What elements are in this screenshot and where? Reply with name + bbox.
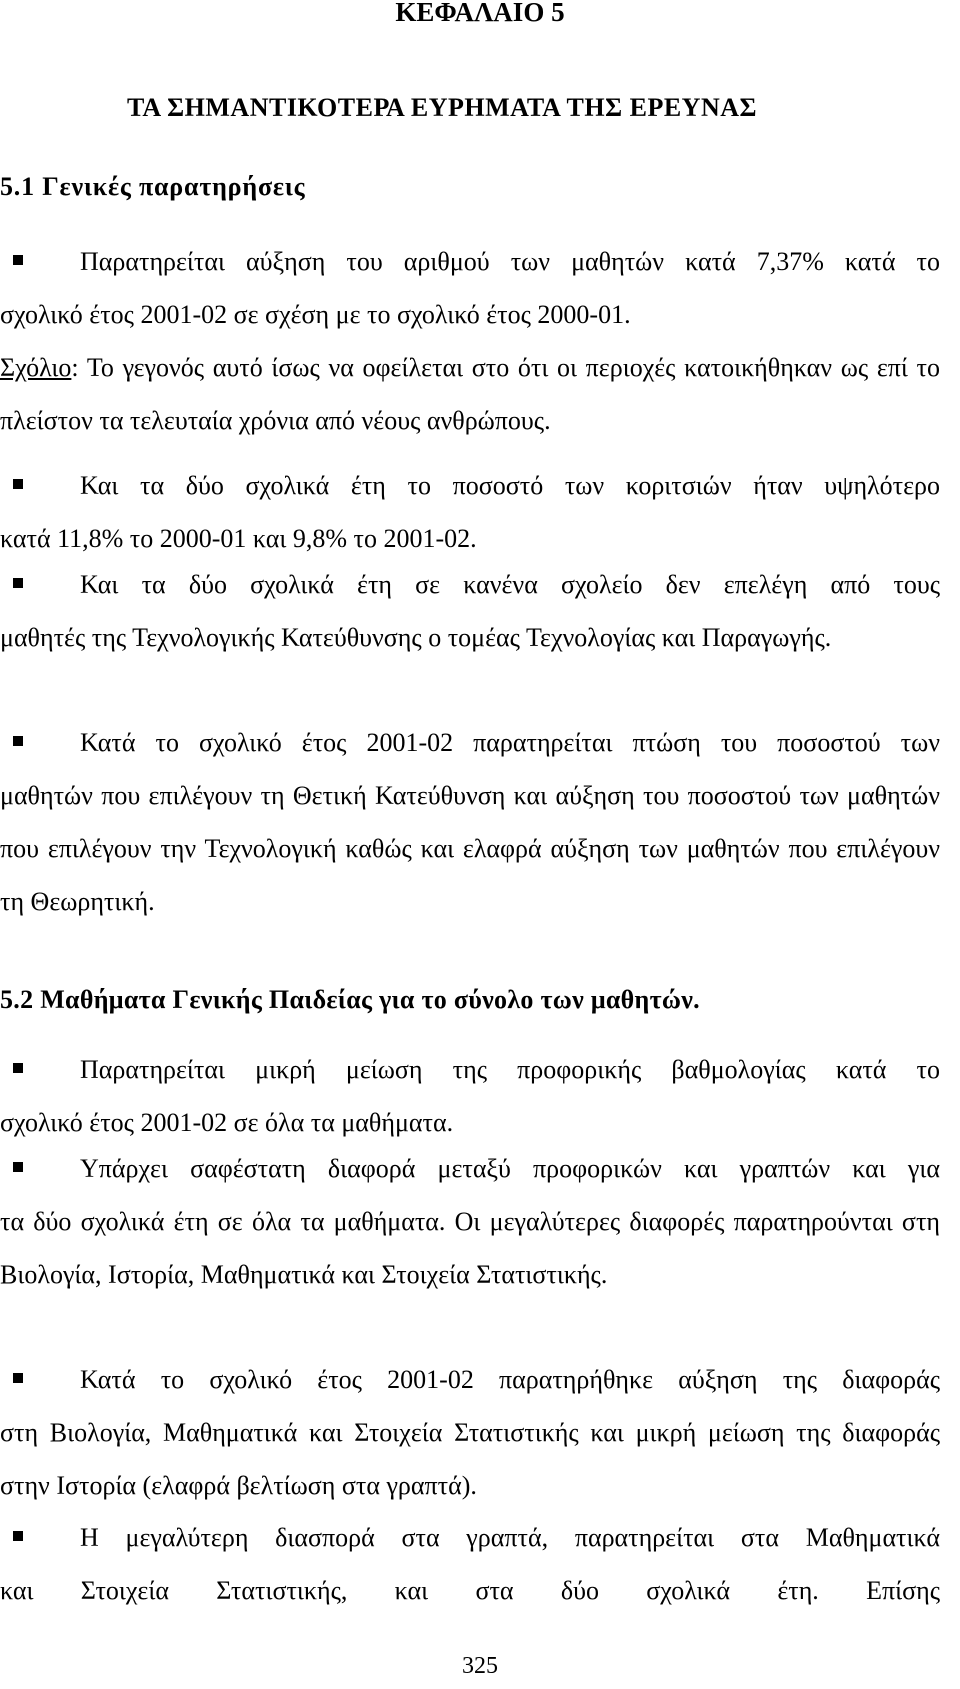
list-item: [0, 1043, 940, 1149]
list-item: [0, 1142, 940, 1301]
list-item: [0, 1511, 940, 1617]
list-item: [0, 716, 940, 928]
list-item-continuation: κατά 11,8% το 2000-01 και 9,8% το 2001-02.: [0, 524, 477, 553]
list-item-first-line: Η μεγαλύτερη διασπορά στα γραπτά, παρατηρείται στα Μαθηματικά: [80, 1523, 940, 1552]
list-item-first-line: Κατά το σχολικό έτος 2001-02 παρατηρείται πτώση του ποσοστού των: [80, 728, 940, 757]
list-item-first-line: Κατά το σχολικό έτος 2001-02 παρατηρήθηκε αύξηση της διαφοράς: [80, 1365, 940, 1394]
list-item: [0, 235, 940, 341]
list-item-continuation: και Στοιχεία Στατιστικής, και στα δύο σχολικά έτη. Επίσης: [0, 1576, 940, 1605]
comment-paragraph: [0, 341, 940, 447]
section-heading-5-1: 5.1 Γενικές παρατηρήσεις: [0, 172, 306, 201]
list-item-first-line: Παρατηρείται αύξηση του αριθμού των μαθητών κατά 7,37% κατά το: [80, 247, 940, 276]
list-item-first-line: Παρατηρείται μικρή μείωση της προφορικής βαθμολογίας κατά το: [80, 1055, 940, 1084]
list-item-first-line: Και τα δύο σχολικά έτη σε κανένα σχολείο δεν επελέγη από τους: [80, 570, 940, 599]
page-number: 325: [462, 1653, 498, 1679]
list-item-first-line: Υπάρχει σαφέστατη διαφορά μεταξύ προφορικών και γραπτών και για: [80, 1154, 940, 1183]
chapter-title: ΚΕΦΑΛΑΙΟ 5: [395, 0, 565, 27]
list-item-continuation: στη Βιολογία, Μαθηματικά και Στοιχεία Στατιστικής και μικρή μείωση της διαφοράς στην Ιστορία (ελαφρά βελτίωση στα γραπτά).: [0, 1418, 940, 1500]
list-item-first-line: Και τα δύο σχολικά έτη το ποσοστό των κοριτσιών ήταν υψηλότερο: [80, 471, 940, 500]
comment-text: : Το γεγονός αυτό ίσως να οφείλεται στο ότι οι περιοχές κατοικήθηκαν ως επί το πλείστον τα τελευταία χρόνια από νέους ανθρώπους.: [0, 353, 940, 435]
chapter-subtitle: ΤΑ ΣΗΜΑΝΤΙΚΟΤΕΡΑ ΕΥΡΗΜΑΤΑ ΤΗΣ ΕΡΕΥΝΑΣ: [127, 93, 758, 122]
list-item: [0, 558, 940, 664]
list-item-continuation: μαθητές της Τεχνολογικής Κατεύθυνσης ο τομέας Τεχνολογίας και Παραγωγής.: [0, 623, 832, 652]
list-item: [0, 459, 940, 565]
list-item-continuation: σχολικό έτος 2001-02 σε σχέση με το σχολικό έτος 2000-01.: [0, 300, 631, 329]
list-item-continuation: τα δύο σχολικά έτη σε όλα τα μαθήματα. Οι μεγαλύτερες διαφορές παρατηρούνται στη Βιολογία, Ιστορία, Μαθηματικά και Στοιχεία Στατιστικής.: [0, 1207, 940, 1289]
comment-label: Σχόλιο: [0, 353, 72, 382]
list-item-continuation: σχολικό έτος 2001-02 σε όλα τα μαθήματα.: [0, 1108, 454, 1137]
list-item-continuation: μαθητών που επιλέγουν τη Θετική Κατεύθυνση και αύξηση του ποσοστού των μαθητών που επιλέγουν την Τεχνολογική καθώς και ελαφρά αύξηση των μαθητών που επιλέγουν τη Θεωρητική.: [0, 781, 940, 916]
list-item: [0, 1353, 940, 1512]
section-heading-5-2: 5.2 Μαθήματα Γενικής Παιδείας για το σύνολο των μαθητών.: [0, 985, 700, 1014]
